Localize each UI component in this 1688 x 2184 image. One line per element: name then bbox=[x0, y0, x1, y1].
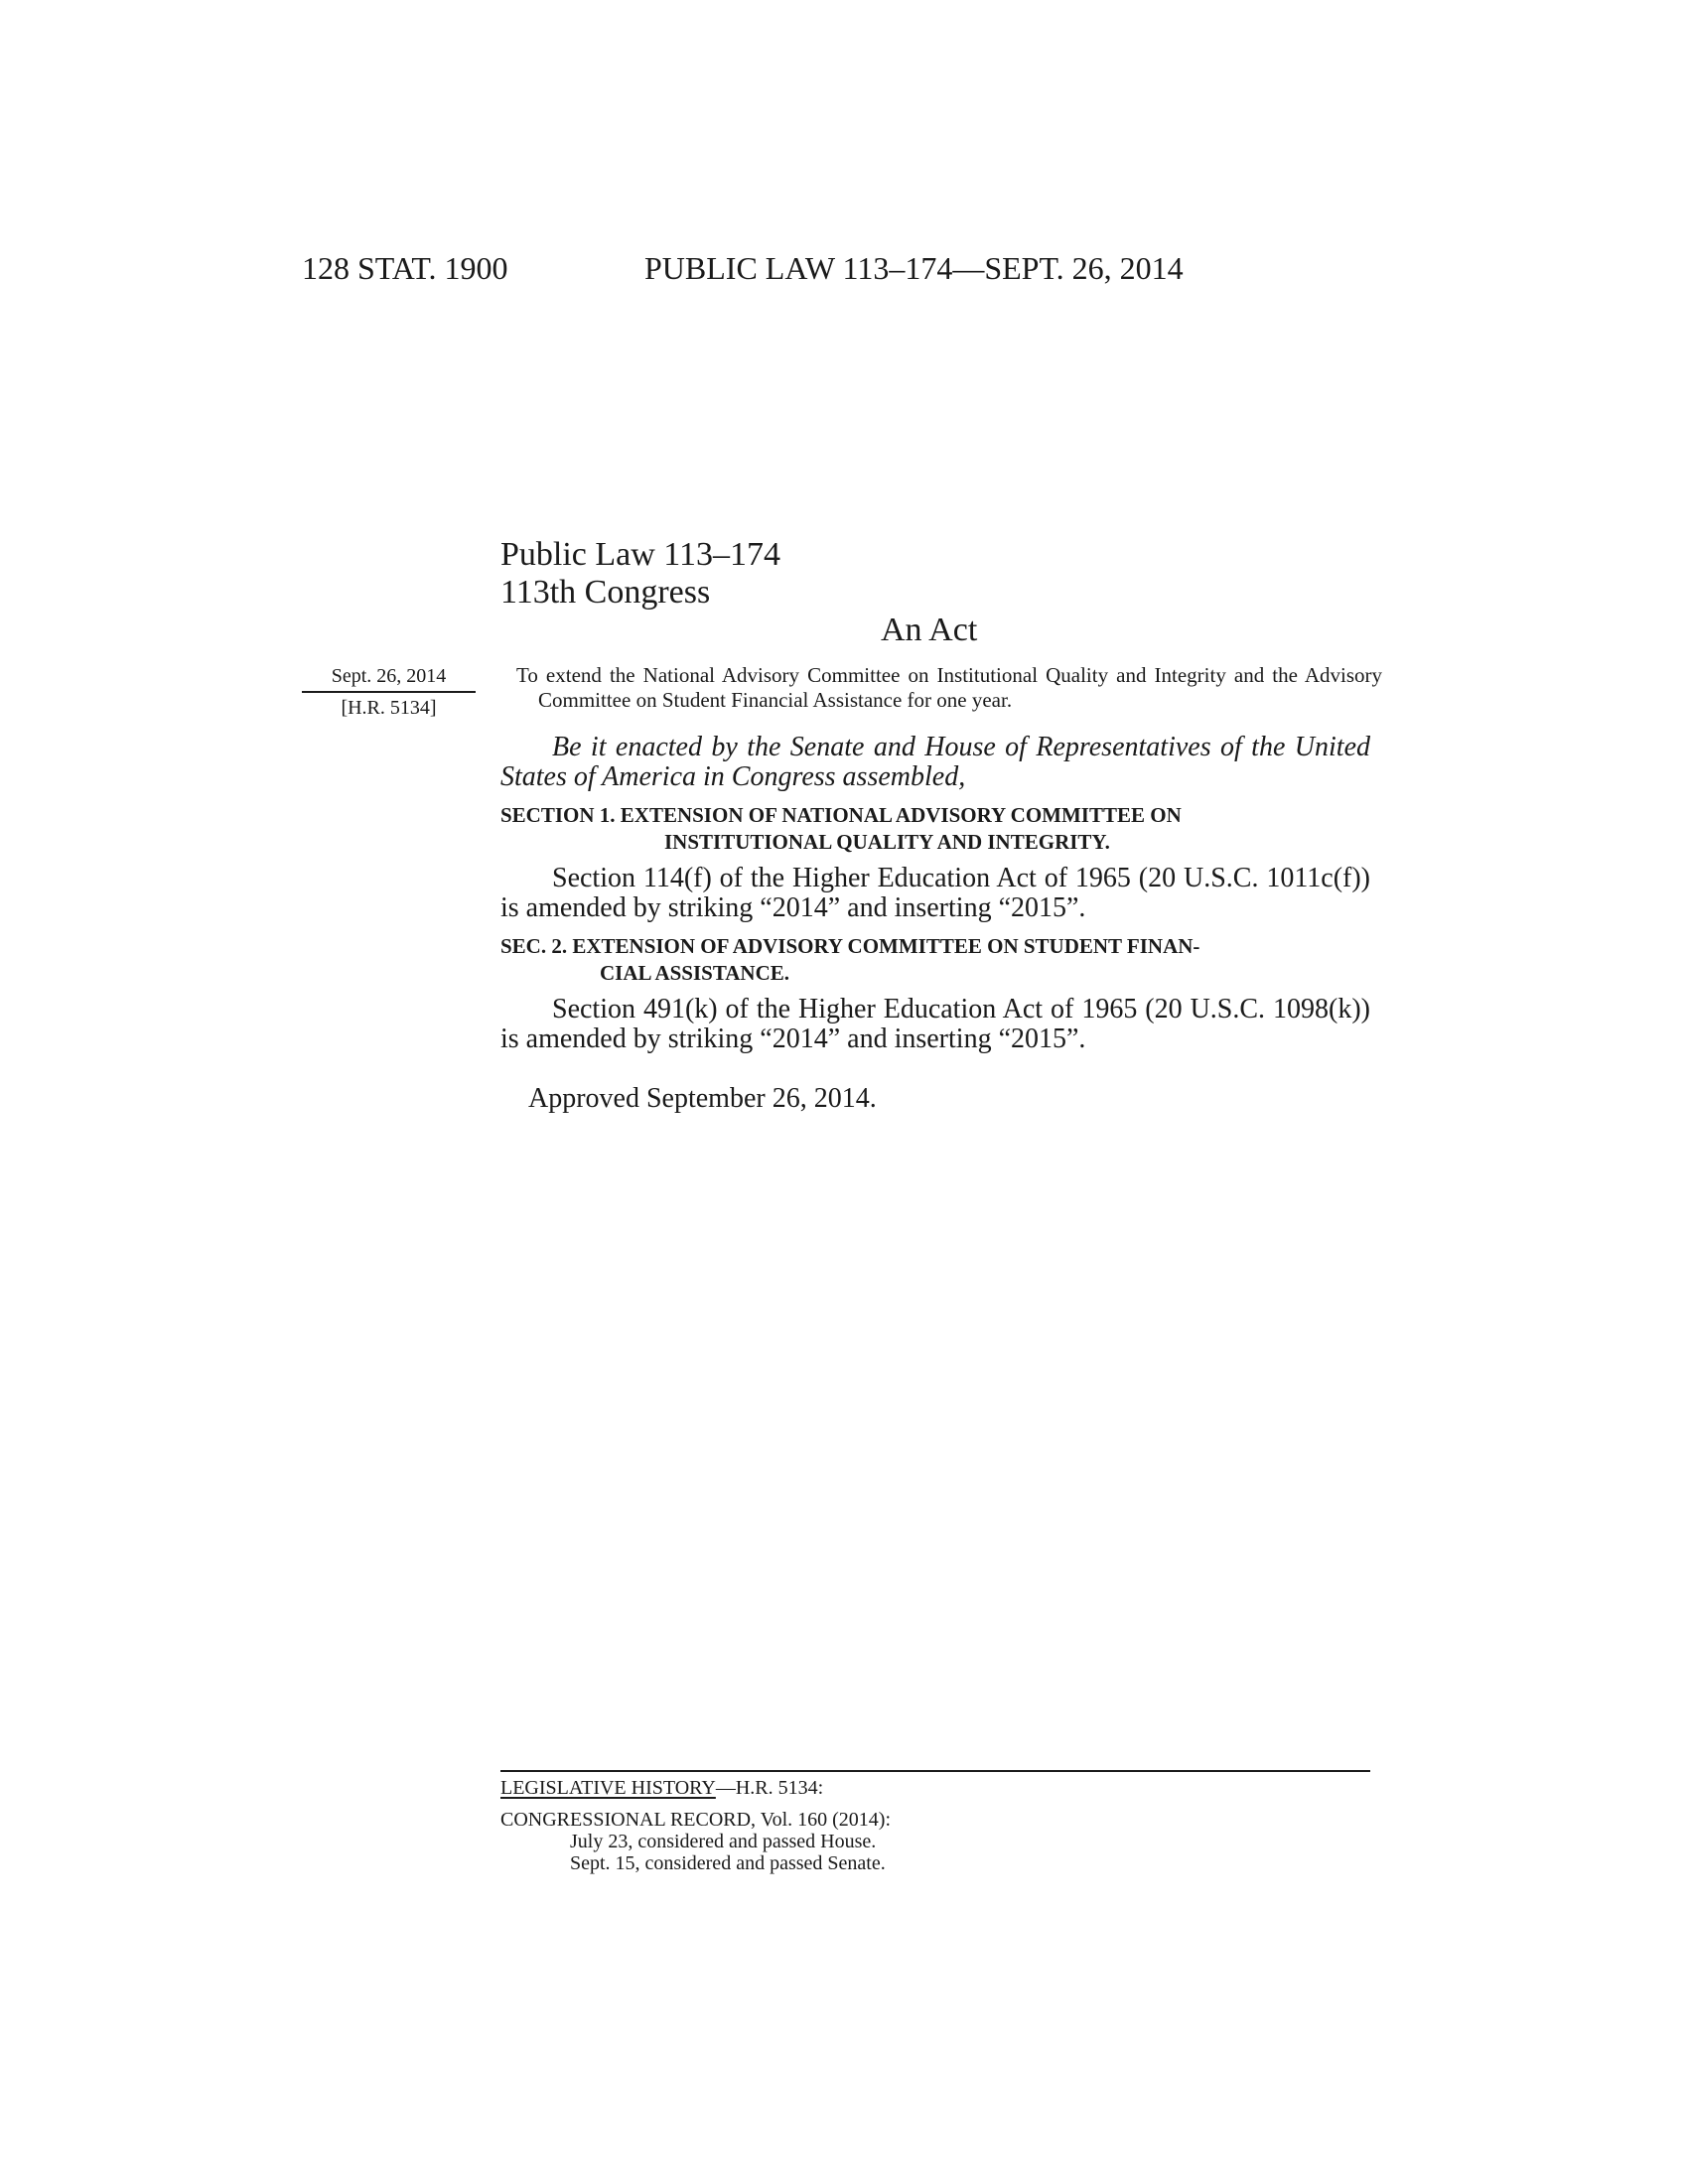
congressional-record: CONGRESSIONAL RECORD, Vol. 160 (2014): bbox=[500, 1809, 891, 1831]
section-2-heading-line2: CIAL ASSISTANCE. bbox=[600, 961, 790, 985]
purpose-statement: To extend the National Advisory Committee on Institutional Quality and Integrity and the Advisory Committee on Student Financial Assistance for one year. bbox=[516, 663, 1382, 712]
section-2-body: Section 491(k) of the Higher Education Act of 1965 (20 U.S.C. 1098(k)) is amended by striking “2014” and inserting “2015”. bbox=[500, 994, 1370, 1054]
legislative-history-rule bbox=[500, 1770, 1370, 1772]
statute-page-number: 128 STAT. 1900 bbox=[302, 250, 508, 286]
section-2-heading bbox=[500, 933, 1370, 987]
running-head-law-title: PUBLIC LAW 113–174—SEPT. 26, 2014 bbox=[644, 250, 1184, 286]
approval-date: Approved September 26, 2014. bbox=[528, 1083, 877, 1114]
legislative-history-title: LEGISLATIVE HISTORY bbox=[500, 1777, 716, 1799]
legislative-history-item: Sept. 15, considered and passed Senate. bbox=[570, 1852, 886, 1874]
legislative-history-item: July 23, considered and passed House. bbox=[570, 1831, 877, 1852]
an-act-heading: An Act bbox=[881, 612, 978, 648]
margin-note-date: Sept. 26, 2014 bbox=[302, 663, 476, 693]
legislative-history-bill: —H.R. 5134: bbox=[715, 1777, 824, 1799]
legislative-history bbox=[500, 1777, 1370, 1874]
section-1-heading bbox=[500, 802, 1370, 856]
section-1-body: Section 114(f) of the Higher Education Act of 1965 (20 U.S.C. 1011c(f)) is amended by striking “2014” and inserting “2015”. bbox=[500, 863, 1370, 923]
congress-number: 113th Congress bbox=[500, 574, 711, 611]
legislative-history-heading bbox=[500, 1777, 823, 1799]
section-1-heading-line1: SECTION 1. EXTENSION OF NATIONAL ADVISORY COMMITTEE ON bbox=[500, 803, 1182, 827]
title-block bbox=[500, 536, 780, 612]
section-1-heading-line2: INSTITUTIONAL QUALITY AND INTEGRITY. bbox=[664, 830, 1110, 854]
running-head bbox=[302, 248, 1235, 288]
margin-note bbox=[302, 663, 476, 721]
public-law-number: Public Law 113–174 bbox=[500, 536, 781, 573]
margin-note-bill: [H.R. 5134] bbox=[341, 697, 437, 719]
enacting-clause: Be it enacted by the Senate and House of Representatives of the United States of America in Congress assembled, bbox=[500, 732, 1370, 792]
section-2-heading-line1: SEC. 2. EXTENSION OF ADVISORY COMMITTEE ON STUDENT FINAN- bbox=[500, 934, 1200, 958]
